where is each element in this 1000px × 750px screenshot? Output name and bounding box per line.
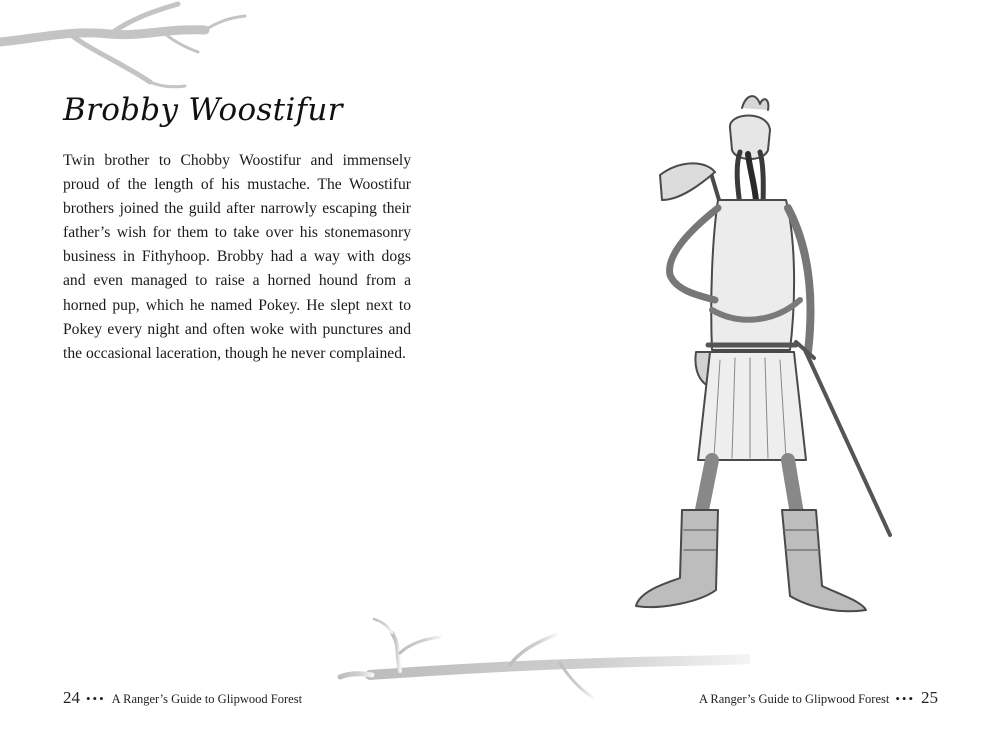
right-page-footer: [699, 688, 938, 708]
ranger-illustration: [600, 90, 920, 630]
page-number-right: 25: [921, 688, 938, 707]
footer-separator-left: •••: [86, 691, 106, 706]
running-title-left: A Ranger’s Guide to Glipwood Forest: [111, 692, 303, 706]
page-number-left: 24: [63, 688, 80, 707]
page-title: Brobby Woostifur: [63, 92, 343, 128]
character-description: Twin brother to Chobby Woostifur and immensely proud of the length of his mustache. The Woostifur brothers joined the guild after narrowly escaping their father’s wish for them to take over his stonemasonry business in Fithyhoop. Brobby had a way with dogs and even managed to raise a horned hound from a horned pup, which he named Pokey. He slept next to Pokey every night and often woke with punctures and the occasional laceration, though he never complained.: [63, 152, 411, 362]
left-page-footer: [63, 688, 302, 708]
branch-decoration-bottom: [330, 615, 750, 700]
running-title-right: A Ranger’s Guide to Glipwood Forest: [698, 692, 890, 706]
footer-separator-right: •••: [895, 691, 915, 706]
branch-decoration-top: [0, 0, 260, 95]
